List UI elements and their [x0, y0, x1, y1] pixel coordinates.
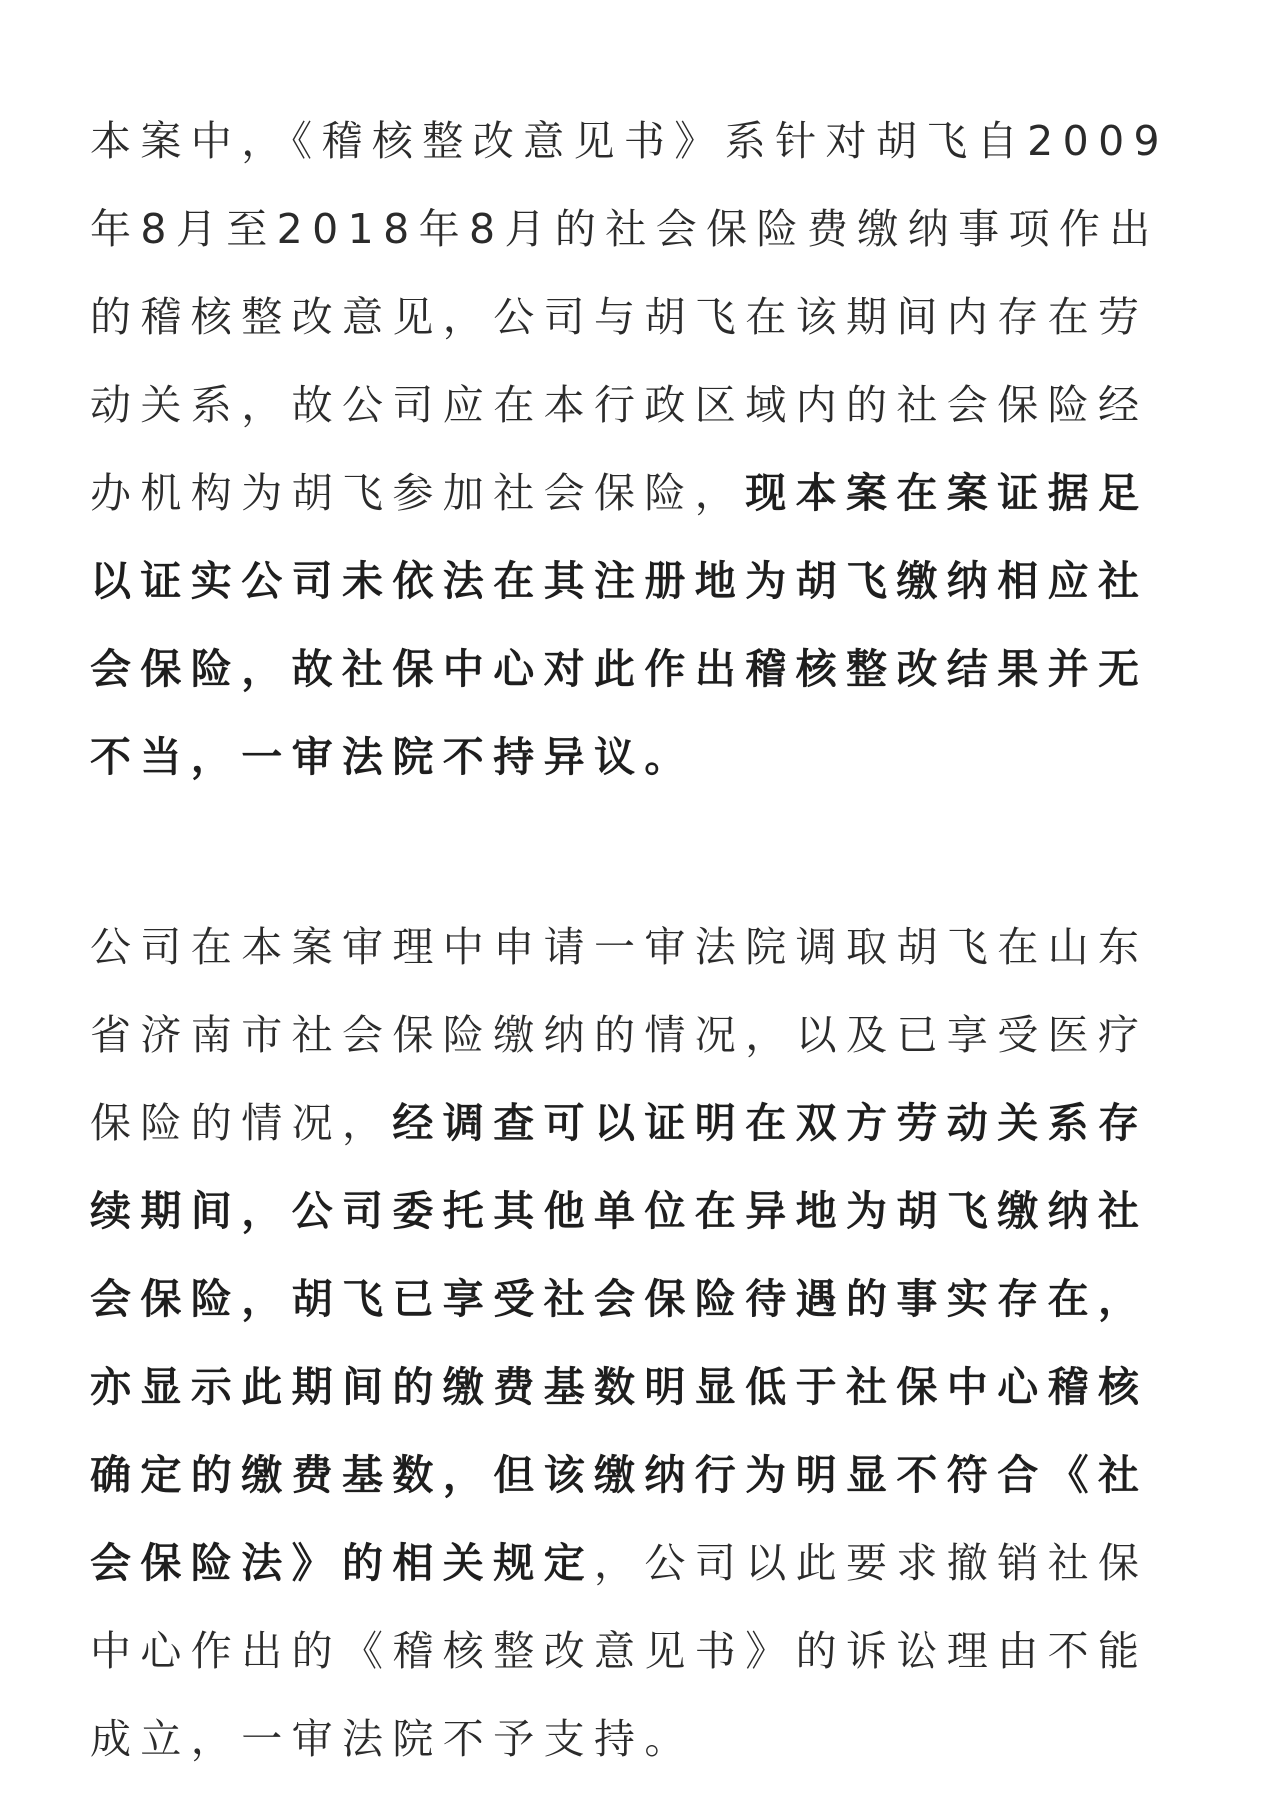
paragraph-1-text: 本案中，《稽核整改意见书》系针对胡飞自2009年8月至2018年8月的社会保险费缴纳事项作出的稽核整改意见，公司与胡飞在该期间内存在劳动关系，故公司应在本行政区域内的社会保险经办机构为胡飞参加社会保险， — [90, 117, 1170, 517]
paragraph-2-text-end: ，公司以此要求撤销社保中心作出的《稽核整改意见书》的诉讼理由不能成立，一审法院不予支持。 — [90, 1539, 1149, 1763]
paragraph-1-bold-text: 现本案在案证据足以证实公司未依法在其注册地为胡飞缴纳相应社会保险，故社保中心对此作出稽核整改结果并无不当，一审法院不持异议。 — [90, 469, 1149, 781]
paragraph-2-text-start: 公司在本案审理中申请一审法院调取胡飞在山东省济南市社会保险缴纳的情况，以及已享受医疗保险的情况， — [90, 923, 1149, 1147]
paragraph-2-bold-text: 经调查可以证明在双方劳动关系存续期间，公司委托其他单位在异地为胡飞缴纳社会保险，胡飞已享受社会保险待遇的事实存在，亦显示此期间的缴费基数明显低于社保中心稽核确定的缴费基数，但该缴纳行为明显不符合《社会保险法》的相关规定 — [90, 1099, 1149, 1587]
paragraph-1 — [90, 97, 1186, 801]
paragraph-2 — [90, 903, 1186, 1783]
